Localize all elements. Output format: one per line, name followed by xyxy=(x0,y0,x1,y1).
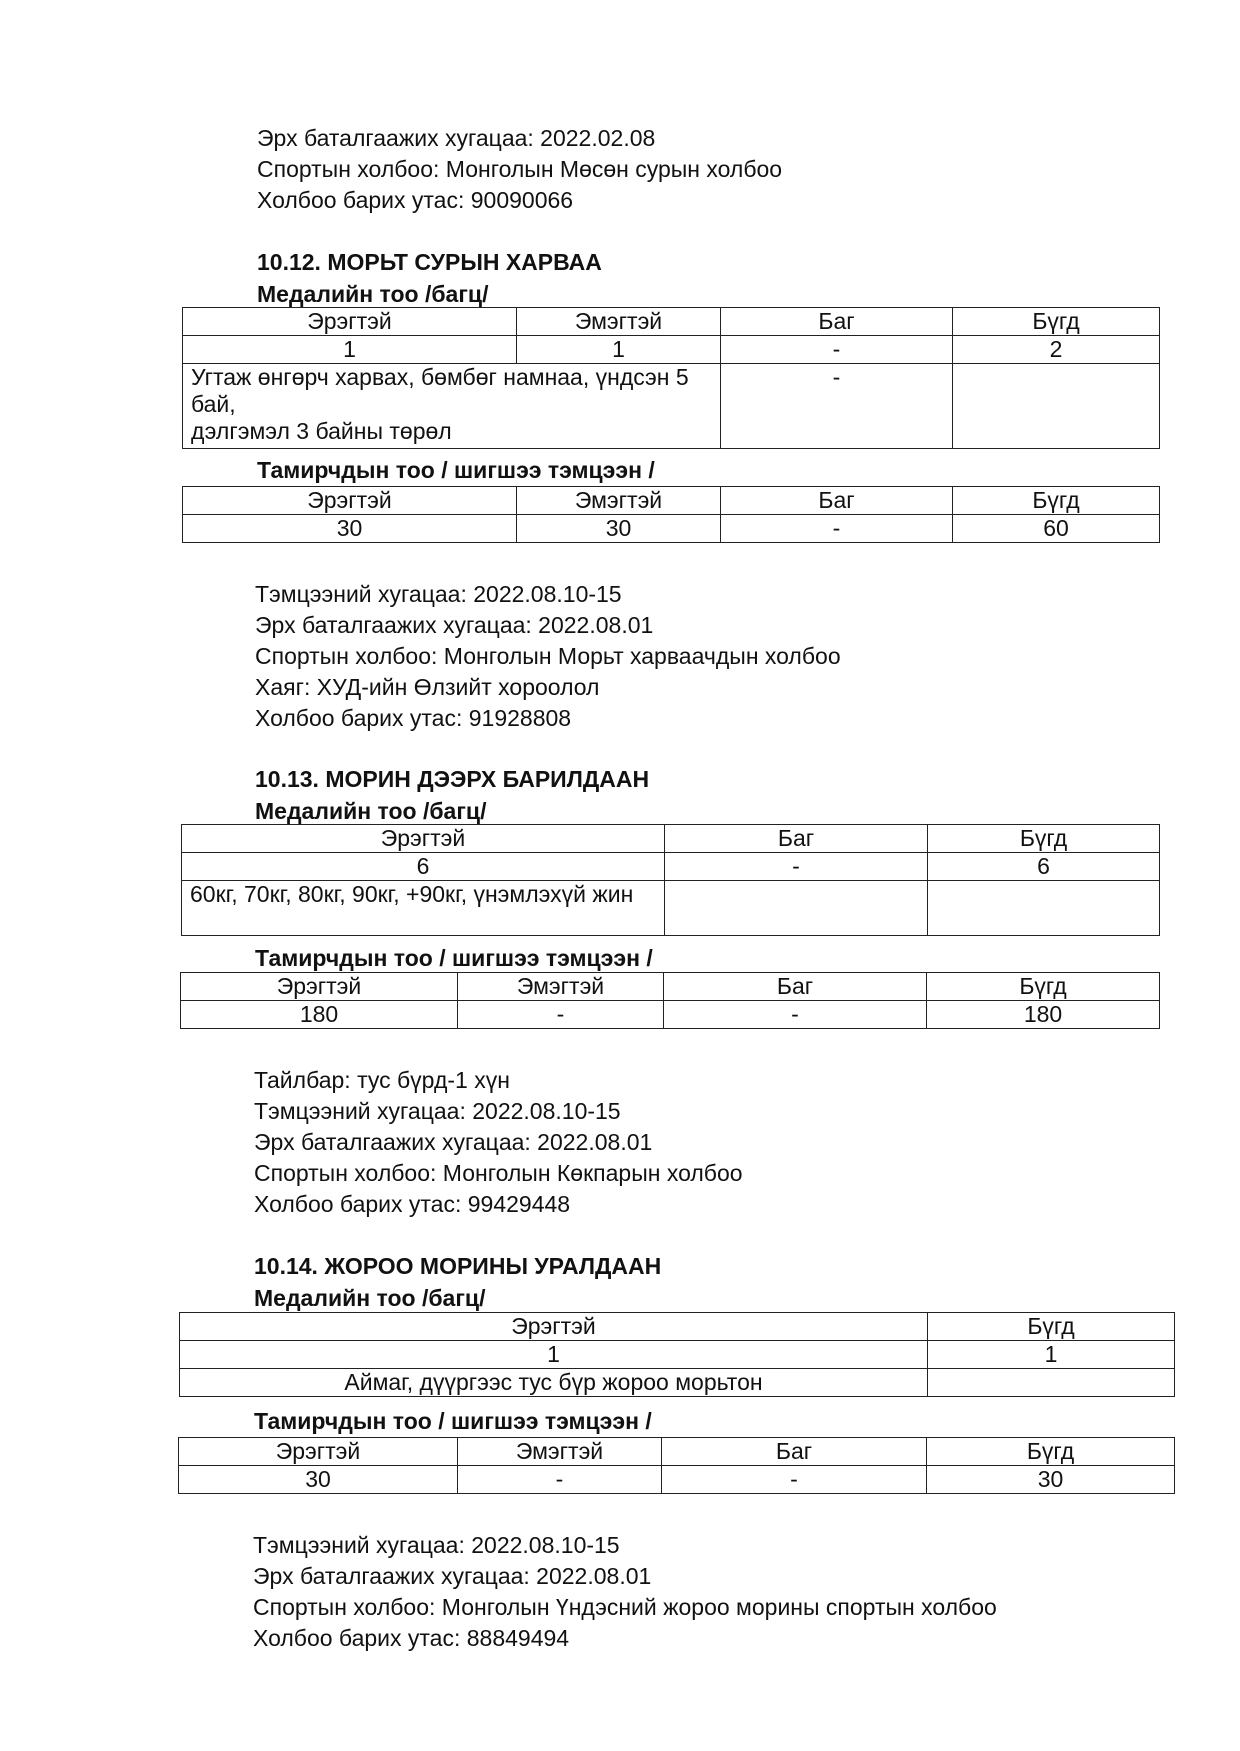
count-cell: 6 xyxy=(928,853,1160,881)
header-cell: Эмэгтэй xyxy=(517,487,721,515)
header-cell: Бүгд xyxy=(928,1313,1175,1341)
count-cell: - xyxy=(721,336,953,364)
table-header-row xyxy=(183,308,1160,336)
header-cell: Эрэгтэй xyxy=(182,825,665,853)
count-cell: 30 xyxy=(179,1466,458,1494)
header-cell: Баг xyxy=(665,825,928,853)
athletes-label: Тамирчдын тоо / шигшээ тэмцээн / xyxy=(254,1408,652,1434)
info-line: Холбоо барих утас: 99429448 xyxy=(254,1191,571,1217)
events-cell: 60кг, 70кг, 80кг, 90кг, +90кг, үнэмлэхүй жин xyxy=(182,881,665,936)
header-cell: Эрэгтэй xyxy=(181,973,458,1001)
count-cell: 30 xyxy=(927,1466,1175,1494)
info-line: Эрх баталгаажих хугацаа: 2022.08.01 xyxy=(255,612,654,638)
header-cell: Бүгд xyxy=(927,1438,1175,1466)
count-cell: - xyxy=(665,853,928,881)
count-cell: 30 xyxy=(183,515,517,543)
section-title: 10.12. МОРЬТ СУРЫН ХАРВАА xyxy=(257,249,602,275)
events-total-cell xyxy=(928,881,1160,936)
table-row xyxy=(181,1001,1160,1029)
count-cell: 6 xyxy=(182,853,665,881)
events-total-cell xyxy=(928,1369,1175,1397)
header-cell: Эрэгтэй xyxy=(179,1438,458,1466)
athletes-label: Тамирчдын тоо / шигшээ тэмцээн / xyxy=(257,457,655,483)
count-cell: 60 xyxy=(953,515,1160,543)
count-cell: - xyxy=(662,1466,927,1494)
athletes-table xyxy=(178,1437,1175,1494)
header-cell: Бүгд xyxy=(953,487,1160,515)
header-cell: Баг xyxy=(721,308,953,336)
events-line: дэлгэмэл 3 байны төрөл xyxy=(191,418,452,444)
athletes-table xyxy=(182,486,1160,543)
count-cell: 1 xyxy=(180,1341,928,1369)
info-line: Тэмцээний хугацаа: 2022.08.10-15 xyxy=(255,581,622,607)
section-title: 10.14. ЖОРОО МОРИНЫ УРАЛДААН xyxy=(254,1253,662,1279)
info-line: Холбоо барих утас: 88849494 xyxy=(253,1625,570,1651)
count-cell: - xyxy=(458,1466,662,1494)
medals-label: Медалийн тоо /багц/ xyxy=(257,281,489,307)
table-row xyxy=(179,1466,1175,1494)
events-line: Угтаж өнгөрч харвах, бөмбөг намнаа, үндсэн 5 бай, xyxy=(191,364,689,417)
table-row xyxy=(180,1369,1175,1397)
count-cell: 180 xyxy=(927,1001,1160,1029)
info-line: Тэмцээний хугацаа: 2022.08.10-15 xyxy=(254,1098,621,1124)
table-row xyxy=(183,364,1160,449)
events-total-cell xyxy=(953,364,1160,449)
count-cell: - xyxy=(721,515,953,543)
info-line: Спортын холбоо: Монголын Морьт харваачдын холбоо xyxy=(255,643,841,669)
medals-label: Медалийн тоо /багц/ xyxy=(254,1285,486,1311)
count-cell: 1 xyxy=(517,336,721,364)
events-team-cell: - xyxy=(721,364,953,449)
count-cell: 1 xyxy=(928,1341,1175,1369)
section-title: 10.13. МОРИН ДЭЭРХ БАРИЛДААН xyxy=(255,766,650,792)
header-cell: Бүгд xyxy=(928,825,1160,853)
header-cell: Бүгд xyxy=(927,973,1160,1001)
table-row xyxy=(183,515,1160,543)
medals-table xyxy=(179,1312,1175,1397)
info-line: Хаяг: ХУД-ийн Өлзийт хороолол xyxy=(255,674,600,700)
events-team-cell xyxy=(665,881,928,936)
table-row xyxy=(180,1341,1175,1369)
count-cell: - xyxy=(458,1001,664,1029)
athletes-table xyxy=(180,972,1160,1029)
table-header-row xyxy=(182,825,1160,853)
info-line: Тайлбар: тус бүрд-1 хүн xyxy=(254,1067,510,1093)
header-cell: Эрэгтэй xyxy=(180,1313,928,1341)
events-cell xyxy=(183,364,721,449)
header-cell: Эмэгтэй xyxy=(517,308,721,336)
header-cell: Баг xyxy=(662,1438,927,1466)
header-cell: Эмэгтэй xyxy=(458,973,664,1001)
athletes-label: Тамирчдын тоо / шигшээ тэмцээн / xyxy=(255,945,653,971)
info-line: Эрх баталгаажих хугацаа: 2022.08.01 xyxy=(254,1129,653,1155)
header-cell: Баг xyxy=(721,487,953,515)
header-cell: Эрэгтэй xyxy=(183,308,517,336)
info-line: Тэмцээний хугацаа: 2022.08.10-15 xyxy=(253,1532,620,1558)
table-header-row xyxy=(180,1313,1175,1341)
table-header-row xyxy=(179,1438,1175,1466)
table-header-row xyxy=(181,973,1160,1001)
header-cell: Эрэгтэй xyxy=(183,487,517,515)
info-line: Холбоо барих утас: 91928808 xyxy=(255,705,572,731)
header-cell: Баг xyxy=(664,973,927,1001)
count-cell: 30 xyxy=(517,515,721,543)
medals-table xyxy=(181,824,1160,936)
count-cell: 1 xyxy=(183,336,517,364)
table-header-row xyxy=(183,487,1160,515)
contact-phone: Холбоо барих утас: 90090066 xyxy=(257,187,574,213)
count-cell: 2 xyxy=(953,336,1160,364)
sport-federation: Спортын холбоо: Монголын Мөсөн сурын холбоо xyxy=(257,156,783,182)
info-line: Эрх баталгаажих хугацаа: 2022.08.01 xyxy=(253,1563,652,1589)
medals-table xyxy=(182,307,1160,449)
table-row xyxy=(183,336,1160,364)
table-row xyxy=(182,853,1160,881)
header-cell: Бүгд xyxy=(953,308,1160,336)
registration-deadline: Эрх баталгаажих хугацаа: 2022.02.08 xyxy=(257,125,656,151)
info-line: Спортын холбоо: Монголын Көкпарын холбоо xyxy=(254,1160,743,1186)
header-cell: Эмэгтэй xyxy=(458,1438,662,1466)
count-cell: - xyxy=(664,1001,927,1029)
table-row xyxy=(182,881,1160,936)
events-cell: Аймаг, дүүргээс тус бүр жороо морьтон xyxy=(180,1369,928,1397)
count-cell: 180 xyxy=(181,1001,458,1029)
info-line: Спортын холбоо: Монголын Үндэсний жороо морины спортын холбоо xyxy=(253,1594,997,1620)
medals-label: Медалийн тоо /багц/ xyxy=(255,798,487,824)
